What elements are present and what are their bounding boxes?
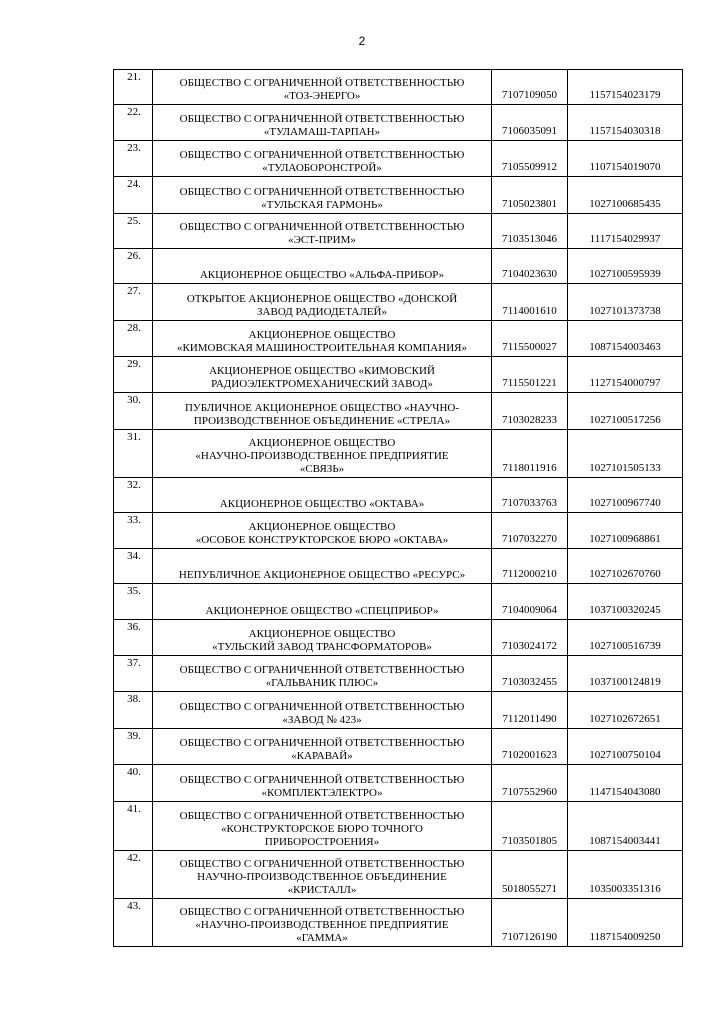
inn-cell: 7107033763	[492, 478, 568, 513]
organization-name-line: ОБЩЕСТВО С ОГРАНИЧЕННОЙ ОТВЕТСТВЕННОСТЬЮ	[179, 221, 465, 233]
table-row	[114, 105, 683, 141]
table-row	[114, 851, 683, 899]
row-number-text: 22.	[127, 106, 141, 118]
table-row	[114, 802, 683, 851]
row-number	[114, 357, 153, 393]
ogrn-cell: 1027100968861	[568, 513, 683, 549]
inn-cell: 7103513046	[492, 214, 568, 249]
row-number	[114, 656, 153, 692]
row-number	[114, 549, 153, 584]
row-number-text: 32.	[127, 479, 141, 491]
organization-name-line: АКЦИОНЕРНОЕ ОБЩЕСТВО	[248, 521, 396, 533]
row-number-text: 33.	[127, 514, 141, 526]
organization-name-line: «НАУЧНО-ПРОИЗВОДСТВЕННОЕ ПРЕДПРИЯТИЕ	[195, 919, 449, 931]
organization-name-line: ОБЩЕСТВО С ОГРАНИЧЕННОЙ ОТВЕТСТВЕННОСТЬЮ	[179, 77, 465, 89]
ogrn-cell: 1037100124819	[568, 656, 683, 692]
organization-name	[153, 249, 492, 284]
organization-name-line: ОТКРЫТОЕ АКЦИОНЕРНОЕ ОБЩЕСТВО «ДОНСКОЙ	[186, 293, 458, 305]
organization-name-line	[153, 556, 491, 569]
row-number	[114, 249, 153, 284]
row-number-text: 23.	[127, 142, 141, 154]
table-row	[114, 692, 683, 729]
table-row	[114, 765, 683, 802]
table-row	[114, 393, 683, 430]
row-number-text: 38.	[127, 693, 141, 705]
organization-name-line: ПРОИЗВОДСТВЕННОЕ ОБЪЕДИНЕНИЕ «СТРЕЛА»	[193, 415, 451, 427]
table-row	[114, 249, 683, 284]
row-number-text: 21.	[127, 71, 141, 83]
organization-name	[153, 321, 492, 357]
organization-name	[153, 692, 492, 729]
organization-name	[153, 765, 492, 802]
inn-cell: 7104009064	[492, 584, 568, 620]
ogrn-cell: 1037100320245	[568, 584, 683, 620]
organization-name	[153, 620, 492, 656]
ogrn-cell: 1027100967740	[568, 478, 683, 513]
organization-name-line: «КОНСТРУКТОРСКОЕ БЮРО ТОЧНОГО	[221, 823, 423, 835]
row-number-text: 35.	[127, 585, 141, 597]
row-number	[114, 478, 153, 513]
row-number-text: 27.	[127, 285, 141, 297]
ogrn-cell: 1187154009250	[568, 899, 683, 947]
organization-name	[153, 656, 492, 692]
row-number-text: 30.	[127, 394, 141, 406]
inn-cell: 7112000210	[492, 549, 568, 584]
organization-name-line: «ЭСТ-ПРИМ»	[288, 234, 356, 246]
inn-cell: 5018055271	[492, 851, 568, 899]
organization-name-line: ОБЩЕСТВО С ОГРАНИЧЕННОЙ ОТВЕТСТВЕННОСТЬЮ	[179, 858, 465, 870]
row-number	[114, 729, 153, 765]
table-row	[114, 584, 683, 620]
inn-cell: 7104023630	[492, 249, 568, 284]
inn-cell: 7106035091	[492, 105, 568, 141]
row-number-text: 25.	[127, 215, 141, 227]
organization-name	[153, 393, 492, 430]
organization-name	[153, 284, 492, 321]
organization-name-line: АКЦИОНЕРНОЕ ОБЩЕСТВО «АЛЬФА-ПРИБОР»	[199, 269, 445, 281]
row-number-text: 41.	[127, 803, 141, 815]
table-row	[114, 214, 683, 249]
organization-name-line: «КИМОВСКАЯ МАШИНОСТРОИТЕЛЬНАЯ КОМПАНИЯ»	[177, 342, 467, 354]
organization-name	[153, 478, 492, 513]
inn-cell: 7115501221	[492, 357, 568, 393]
row-number	[114, 141, 153, 177]
organization-name-line: «ГАММА»	[296, 932, 348, 944]
inn-cell: 7118011916	[492, 430, 568, 478]
ogrn-cell: 1027100685435	[568, 177, 683, 214]
row-number-text: 34.	[127, 550, 141, 562]
ogrn-cell: 1027101505133	[568, 430, 683, 478]
row-number	[114, 177, 153, 214]
table-row	[114, 656, 683, 692]
organization-name-line: «ТУЛАМАШ-ТАРПАН»	[263, 126, 381, 138]
inn-cell: 7103032455	[492, 656, 568, 692]
organization-name-line	[153, 592, 491, 605]
table-row	[114, 357, 683, 393]
organization-name-line: ОБЩЕСТВО С ОГРАНИЧЕННОЙ ОТВЕТСТВЕННОСТЬЮ	[179, 701, 465, 713]
row-number	[114, 284, 153, 321]
organization-name-line: «ГАЛЬВАНИК ПЛЮС»	[265, 677, 379, 689]
organization-name-line: ОБЩЕСТВО С ОГРАНИЧЕННОЙ ОТВЕТСТВЕННОСТЬЮ	[179, 149, 465, 161]
inn-cell: 7107126190	[492, 899, 568, 947]
inn-cell: 7112011490	[492, 692, 568, 729]
organization-name-line: «ТУЛЬСКАЯ ГАРМОНЬ»	[261, 199, 383, 211]
ogrn-cell: 1117154029937	[568, 214, 683, 249]
organization-name-line: «КОМПЛЕКТЭЛЕКТРО»	[261, 787, 383, 799]
row-number-text: 37.	[127, 657, 141, 669]
row-number-text: 29.	[127, 358, 141, 370]
row-number-text: 42.	[127, 852, 141, 864]
ogrn-cell: 1027100595939	[568, 249, 683, 284]
table-row	[114, 430, 683, 478]
organization-name-line: ОБЩЕСТВО С ОГРАНИЧЕННОЙ ОТВЕТСТВЕННОСТЬЮ	[179, 113, 465, 125]
organization-name-line	[153, 485, 491, 498]
row-number	[114, 802, 153, 851]
inn-cell: 7115500027	[492, 321, 568, 357]
table-row	[114, 549, 683, 584]
table-row	[114, 899, 683, 947]
ogrn-cell: 1027100750104	[568, 729, 683, 765]
organization-name	[153, 549, 492, 584]
inn-cell: 7103028233	[492, 393, 568, 430]
ogrn-cell: 1087154003463	[568, 321, 683, 357]
ogrn-cell: 1127154000797	[568, 357, 683, 393]
organization-name-line: ОБЩЕСТВО С ОГРАНИЧЕННОЙ ОТВЕТСТВЕННОСТЬЮ	[179, 774, 465, 786]
organization-name	[153, 214, 492, 249]
table-row	[114, 321, 683, 357]
organization-name-line: АКЦИОНЕРНОЕ ОБЩЕСТВО «КИМОВСКИЙ	[209, 365, 435, 377]
row-number-text: 40.	[127, 766, 141, 778]
organization-name	[153, 177, 492, 214]
table-row	[114, 620, 683, 656]
ogrn-cell: 1027101373738	[568, 284, 683, 321]
organization-name-line: НЕПУБЛИЧНОЕ АКЦИОНЕРНОЕ ОБЩЕСТВО «РЕСУРС»	[178, 569, 466, 581]
inn-cell: 7107032270	[492, 513, 568, 549]
inn-cell: 7107109050	[492, 70, 568, 105]
row-number-text: 43.	[127, 900, 141, 912]
organization-name	[153, 851, 492, 899]
ogrn-cell: 1027102672651	[568, 692, 683, 729]
organization-name-line: НАУЧНО-ПРОИЗВОДСТВЕННОЕ ОБЪЕДИНЕНИЕ	[197, 871, 447, 883]
organization-name	[153, 729, 492, 765]
ogrn-cell: 1027100516739	[568, 620, 683, 656]
organization-name-line: «ТУЛАОБОРОНСТРОЙ»	[262, 162, 382, 174]
page-number: 2	[358, 34, 366, 48]
organization-name-line: ОБЩЕСТВО С ОГРАНИЧЕННОЙ ОТВЕТСТВЕННОСТЬЮ	[179, 664, 465, 676]
organization-name-line: «ЗАВОД № 423»	[282, 714, 362, 726]
organization-name-line: РАДИОЭЛЕКТРОМЕХАНИЧЕСКИЙ ЗАВОД»	[211, 378, 433, 390]
organization-name-line: ОБЩЕСТВО С ОГРАНИЧЕННОЙ ОТВЕТСТВЕННОСТЬЮ	[179, 810, 465, 822]
inn-cell: 7105509912	[492, 141, 568, 177]
ogrn-cell: 1027102670760	[568, 549, 683, 584]
row-number-text: 31.	[127, 431, 141, 443]
organization-name	[153, 70, 492, 105]
table-row	[114, 513, 683, 549]
row-number	[114, 513, 153, 549]
ogrn-cell: 1027100517256	[568, 393, 683, 430]
table-row	[114, 141, 683, 177]
inn-cell: 7107552960	[492, 765, 568, 802]
organizations-table	[113, 69, 683, 947]
organization-name	[153, 584, 492, 620]
organization-name	[153, 802, 492, 851]
table-row	[114, 284, 683, 321]
row-number	[114, 584, 153, 620]
inn-cell: 7105023801	[492, 177, 568, 214]
organization-name-line: «КАРАВАЙ»	[291, 750, 353, 762]
row-number	[114, 620, 153, 656]
inn-cell: 7102001623	[492, 729, 568, 765]
inn-cell: 7114001610	[492, 284, 568, 321]
organization-name-line: «ОСОБОЕ КОНСТРУКТОРСКОЕ БЮРО «ОКТАВА»	[195, 534, 449, 546]
row-number-text: 39.	[127, 730, 141, 742]
ogrn-cell: 1035003351316	[568, 851, 683, 899]
table-row	[114, 70, 683, 105]
row-number-text: 28.	[127, 322, 141, 334]
organization-name-line: ПУБЛИЧНОЕ АКЦИОНЕРНОЕ ОБЩЕСТВО «НАУЧНО-	[184, 402, 459, 414]
organization-name-line: АКЦИОНЕРНОЕ ОБЩЕСТВО	[248, 329, 396, 341]
organization-name-line: АКЦИОНЕРНОЕ ОБЩЕСТВО «СПЕЦПРИБОР»	[205, 605, 439, 617]
organization-name-line: ЗАВОД РАДИОДЕТАЛЕЙ»	[257, 306, 387, 318]
organization-name-line	[153, 256, 491, 269]
organization-name-line: АКЦИОНЕРНОЕ ОБЩЕСТВО	[248, 628, 396, 640]
organization-name	[153, 513, 492, 549]
row-number	[114, 851, 153, 899]
organization-name-line: ОБЩЕСТВО С ОГРАНИЧЕННОЙ ОТВЕТСТВЕННОСТЬЮ	[179, 906, 465, 918]
table-row	[114, 478, 683, 513]
organization-name-line: ОБЩЕСТВО С ОГРАНИЧЕННОЙ ОТВЕТСТВЕННОСТЬЮ	[179, 186, 465, 198]
organization-name	[153, 357, 492, 393]
row-number-text: 24.	[127, 178, 141, 190]
ogrn-cell: 1107154019070	[568, 141, 683, 177]
row-number-text: 36.	[127, 621, 141, 633]
row-number	[114, 393, 153, 430]
row-number-text: 26.	[127, 250, 141, 262]
organization-name-line: «ТОЗ-ЭНЕРГО»	[283, 90, 361, 102]
table-row	[114, 177, 683, 214]
organization-name-line: «ТУЛЬСКИЙ ЗАВОД ТРАНСФОРМАТОРОВ»	[212, 641, 432, 653]
row-number	[114, 765, 153, 802]
organization-name-line: АКЦИОНЕРНОЕ ОБЩЕСТВО «ОКТАВА»	[219, 498, 425, 510]
ogrn-cell: 1157154023179	[568, 70, 683, 105]
ogrn-cell: 1087154003441	[568, 802, 683, 851]
row-number	[114, 105, 153, 141]
row-number	[114, 70, 153, 105]
ogrn-cell: 1147154043080	[568, 765, 683, 802]
row-number	[114, 430, 153, 478]
organization-name	[153, 141, 492, 177]
inn-cell: 7103024172	[492, 620, 568, 656]
organization-name-line: «СВЯЗЬ»	[299, 463, 345, 475]
organization-name-line: ПРИБОРОСТРОЕНИЯ»	[264, 836, 380, 848]
organization-name-line: «КРИСТАЛЛ»	[287, 884, 357, 896]
organization-name	[153, 899, 492, 947]
organization-name-line: «НАУЧНО-ПРОИЗВОДСТВЕННОЕ ПРЕДПРИЯТИЕ	[195, 450, 449, 462]
row-number	[114, 899, 153, 947]
organization-name-line: ОБЩЕСТВО С ОГРАНИЧЕННОЙ ОТВЕТСТВЕННОСТЬЮ	[179, 737, 465, 749]
table-row	[114, 729, 683, 765]
row-number	[114, 692, 153, 729]
organizations-table-body	[114, 70, 683, 947]
ogrn-cell: 1157154030318	[568, 105, 683, 141]
organization-name	[153, 105, 492, 141]
organization-name-line: АКЦИОНЕРНОЕ ОБЩЕСТВО	[248, 437, 396, 449]
organization-name	[153, 430, 492, 478]
row-number	[114, 321, 153, 357]
row-number	[114, 214, 153, 249]
inn-cell: 7103501805	[492, 802, 568, 851]
